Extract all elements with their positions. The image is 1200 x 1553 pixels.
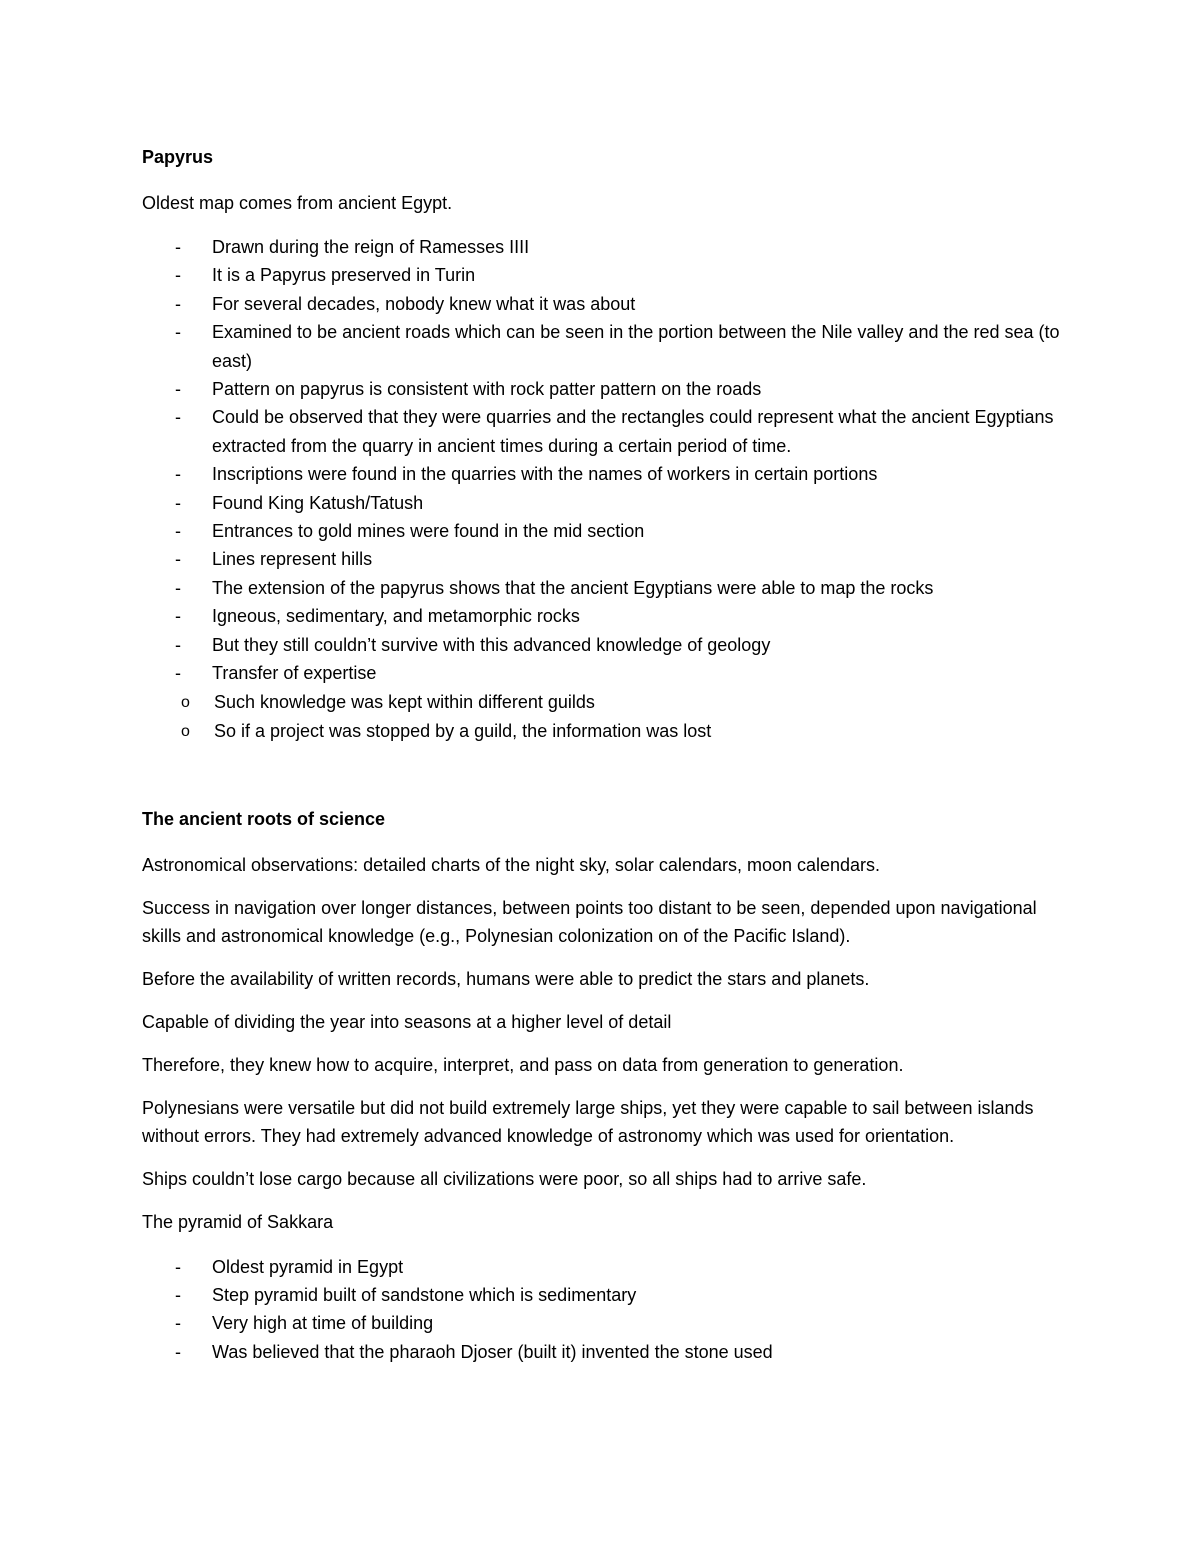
list-item: - Lines represent hills — [142, 545, 1062, 573]
papyrus-bullet-list — [142, 233, 1062, 746]
dash-bullet: - — [175, 1313, 181, 1334]
dash-bullet: - — [175, 407, 181, 428]
dash-bullet: - — [175, 492, 181, 513]
list-item: - Oldest pyramid in Egypt — [142, 1253, 1062, 1281]
list-item: - Igneous, sedimentary, and metamorphic rocks — [142, 602, 1062, 630]
paragraph: Success in navigation over longer distances, between points too distant to be seen, depended upon navigational skills and astronomical knowledge (e.g., Polynesian colonization on of the Pacific Island). — [142, 897, 1037, 946]
dash-bullet: - — [175, 577, 181, 598]
dash-bullet: - — [175, 663, 181, 684]
dash-bullet: - — [175, 1284, 181, 1305]
list-item: - Entrances to gold mines were found in the mid section — [142, 517, 1062, 545]
paragraph-sakkara: The pyramid of Sakkara — [142, 1211, 334, 1232]
expertise-sub-list — [142, 688, 1062, 746]
list-item: - Was believed that the pharaoh Djoser (built it) invented the stone used — [142, 1338, 1062, 1366]
dash-bullet: - — [175, 549, 181, 570]
paragraph: Astronomical observations: detailed charts of the night sky, solar calendars, moon calendars. — [142, 854, 881, 875]
list-item: - Very high at time of building — [142, 1309, 1062, 1337]
list-item: - Found King Katush/Tatush — [142, 489, 1062, 517]
section-heading-papyrus: Papyrus — [142, 147, 214, 167]
circle-bullet-icon: o — [181, 722, 190, 740]
list-item: - Pattern on papyrus is consistent with rock patter pattern on the roads — [142, 375, 1062, 403]
paragraph: Ships couldn’t lose cargo because all civilizations were poor, so all ships had to arrive safe. — [142, 1168, 867, 1189]
list-item: - Examined to be ancient roads which can be seen in the portion between the Nile valley and the red sea (to east) — [142, 318, 1062, 375]
dash-bullet: - — [175, 237, 181, 257]
dash-bullet: - — [175, 265, 181, 286]
list-item: - Transfer of expertise o Such knowledge was kept within different guilds o So if a project was stopped by a guild, the information was lost — [142, 659, 1062, 745]
list-item: - But they still couldn’t survive with this advanced knowledge of geology — [142, 631, 1062, 659]
dash-bullet: - — [175, 293, 181, 314]
sub-list-item: o Such knowledge was kept within different guilds — [142, 688, 1062, 717]
sakkara-bullet-list — [142, 1253, 1062, 1367]
dash-bullet: - — [175, 464, 181, 485]
sub-list-item: o So if a project was stopped by a guild, the information was lost — [142, 717, 1062, 746]
dash-bullet: - — [175, 1256, 181, 1277]
dash-bullet: - — [175, 606, 181, 627]
section-spacer — [142, 746, 1062, 808]
document-body — [142, 146, 1062, 1366]
list-item: - The extension of the papyrus shows that the ancient Egyptians were able to map the rocks — [142, 574, 1062, 602]
dash-bullet: - — [175, 521, 181, 542]
list-item: - It is a Papyrus preserved in Turin — [142, 261, 1062, 289]
list-item: - Could be observed that they were quarries and the rectangles could represent what the ancient Egyptians extracted from the quarry in ancient times during a certain period of time. — [142, 403, 1062, 460]
paragraph: Therefore, they knew how to acquire, interpret, and pass on data from generation to generation. — [142, 1054, 904, 1075]
paragraph: Polynesians were versatile but did not build extremely large ships, yet they were capable to sail between islands without errors. They had extremely advanced knowledge of astronomy which was used for orientation. — [142, 1097, 1034, 1146]
paragraph-intro: Oldest map comes from ancient Egypt. — [142, 193, 453, 213]
dash-bullet: - — [175, 322, 181, 343]
paragraph: Before the availability of written records, humans were able to predict the stars and planets. — [142, 968, 870, 989]
list-item: - Step pyramid built of sandstone which is sedimentary — [142, 1281, 1062, 1309]
dash-bullet: - — [175, 1341, 181, 1362]
circle-bullet-icon: o — [181, 693, 190, 711]
paragraph: Capable of dividing the year into seasons at a higher level of detail — [142, 1011, 672, 1032]
dash-bullet: - — [175, 634, 181, 655]
list-item: - Inscriptions were found in the quarries with the names of workers in certain portions — [142, 460, 1062, 488]
list-item: - Drawn during the reign of Ramesses IIII — [142, 233, 1062, 261]
dash-bullet: - — [175, 379, 181, 400]
section-heading-ancient-roots: The ancient roots of science — [142, 808, 386, 829]
list-item: - For several decades, nobody knew what it was about — [142, 290, 1062, 318]
